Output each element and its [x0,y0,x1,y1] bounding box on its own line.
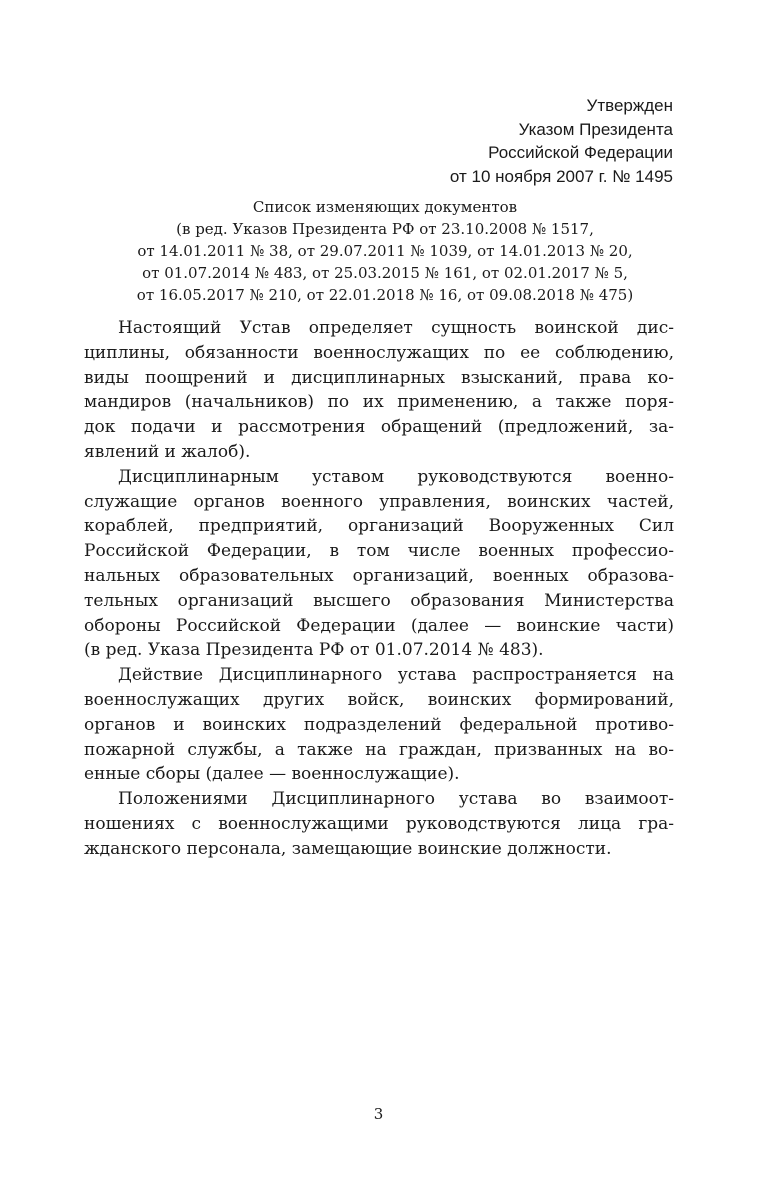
approval-line: от 10 ноября 2007 г. № 1495 [449,166,673,186]
approval-line: Указом Президента [518,119,673,139]
approval-line: Утвержден [586,96,673,115]
amendments-title: Список изменяющих документов [252,198,518,216]
text-line: (в ред. Указа Президента РФ от 01.07.2014 № 483). [84,640,544,661]
text-line: жданского персонала, замещающие воинские должности. [84,838,612,859]
text-line: пожарной службы, а также на граждан, призванных на во- [84,739,674,760]
text-line: Действие Дисциплинарного устава распространяется на [118,665,674,686]
text-line: виды поощрений и дисциплинарных взысканий, права ко- [84,367,674,388]
paragraph-1 [84,316,674,465]
amendments-line: от 01.07.2014 № 483, от 25.03.2015 № 161, от 02.01.2017 № 5, [142,264,628,282]
amendments-list [60,196,710,306]
text-line: кораблей, предприятий, организаций Вооруженных Сил [84,516,674,537]
text-line: обороны Российской Федерации (далее — воинские части) [84,615,674,636]
text-line: Положениями Дисциплинарного устава во взаимоот- [118,789,674,810]
text-line: нальных образовательных организаций, военных образова- [84,565,674,586]
amendments-line: (в ред. Указов Президента РФ от 23.10.2008 № 1517, [176,220,594,238]
approval-line: Российской Федерации [488,143,673,162]
text-line: органов и воинских подразделений федеральной противо- [84,714,674,735]
amendments-line: от 14.01.2011 № 38, от 29.07.2011 № 1039, от 14.01.2013 № 20, [137,242,633,260]
text-line: военнослужащих других войск, воинских формирований, [84,689,674,710]
text-line: служащие органов военного управления, воинских частей, [84,491,674,512]
paragraph-3 [84,663,674,787]
body-text [84,316,674,862]
text-line: док подачи и рассмотрения обращений (предложений, за- [84,417,674,438]
text-line: явлений и жалоб). [84,441,251,462]
text-line: енные сборы (далее — военнослужащие). [84,764,460,785]
paragraph-2 [84,465,674,663]
amendments-line: от 16.05.2017 № 210, от 22.01.2018 № 16, от 09.08.2018 № 475) [136,286,634,304]
approval-block [450,94,673,188]
text-line: Настоящий Устав определяет сущность воинской дис- [118,318,674,338]
text-line: Дисциплинарным уставом руководствуются военно- [118,466,674,487]
text-line: мандиров (начальников) по их применению, а также поря- [84,392,674,413]
page-number: 3 [373,1105,384,1123]
paragraph-4 [84,787,674,861]
text-line: ношениях с военнослужащими руководствуются лица гра- [84,813,674,834]
text-line: тельных организаций высшего образования Министерства [84,590,674,611]
text-line: циплины, обязанности военнослужащих по ее соблюдению, [84,342,674,363]
text-line: Российской Федерации, в том числе военных профессио- [84,541,674,562]
